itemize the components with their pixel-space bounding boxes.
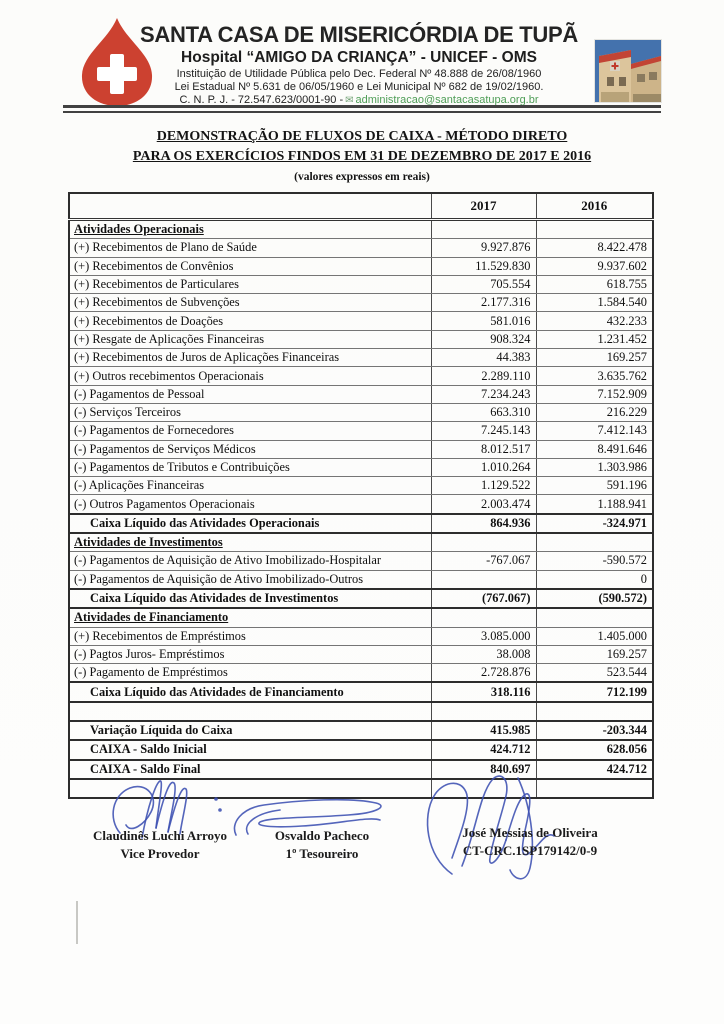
value-2017: 663.310 bbox=[431, 403, 536, 421]
value-2017: 864.936 bbox=[431, 514, 536, 533]
signer-name: Claudinês Luchi Arroyo bbox=[92, 828, 228, 843]
row-label: (-) Pagamentos de Tributos e Contribuições bbox=[69, 458, 431, 476]
value-2016: -203.344 bbox=[536, 721, 653, 740]
value-2016: 1.303.986 bbox=[536, 458, 653, 476]
value-2016 bbox=[536, 608, 653, 627]
value-2017: 7.245.143 bbox=[431, 422, 536, 440]
row-label: (-) Pagamentos de Aquisição de Ativo Imobilizado-Outros bbox=[69, 570, 431, 589]
table-row bbox=[69, 740, 653, 759]
value-2016: 628.056 bbox=[536, 740, 653, 759]
value-2017: 7.234.243 bbox=[431, 385, 536, 403]
value-2017: 11.529.830 bbox=[431, 257, 536, 275]
row-label: (-) Pagamentos de Aquisição de Ativo Imobilizado-Hospitalar bbox=[69, 552, 431, 570]
org-name: SANTA CASA DE MISERICÓRDIA DE TUPÃ bbox=[140, 22, 578, 47]
value-2016: 169.257 bbox=[536, 645, 653, 663]
value-2017 bbox=[431, 533, 536, 552]
value-2017: 8.012.517 bbox=[431, 440, 536, 458]
value-2016: 8.422.478 bbox=[536, 239, 653, 257]
row-label: Caixa Líquido das Atividades Operacionais bbox=[69, 514, 431, 533]
table-row bbox=[69, 682, 653, 701]
hospital-subtitle: Hospital “AMIGO DA CRIANÇA” - UNICEF - OMS bbox=[181, 49, 537, 66]
table-row bbox=[69, 514, 653, 533]
value-2016: 523.544 bbox=[536, 664, 653, 683]
document-title-block bbox=[0, 127, 724, 183]
letterhead bbox=[63, 12, 661, 104]
letterhead-text bbox=[121, 22, 597, 106]
row-label: Caixa Líquido das Atividades de Investimentos bbox=[69, 589, 431, 608]
table-row bbox=[69, 779, 653, 798]
table-row bbox=[69, 458, 653, 476]
table-row bbox=[69, 385, 653, 403]
signer-title: CT-CRC.1SP179142/0-9 bbox=[462, 842, 598, 858]
table-row bbox=[69, 239, 653, 257]
table-row bbox=[69, 570, 653, 589]
row-label: (-) Serviços Terceiros bbox=[69, 403, 431, 421]
email-icon: ✉ bbox=[345, 95, 354, 106]
value-2017: 3.085.000 bbox=[431, 627, 536, 645]
email-address[interactable]: administracao@santacasatupa.org.br bbox=[355, 94, 539, 106]
table-row bbox=[69, 330, 653, 348]
row-label: (+) Recebimentos de Juros de Aplicações Financeiras bbox=[69, 349, 431, 367]
value-2016: 8.491.646 bbox=[536, 440, 653, 458]
value-2016: 1.405.000 bbox=[536, 627, 653, 645]
row-label: (-) Outros Pagamentos Operacionais bbox=[69, 495, 431, 514]
hospital-building-photo bbox=[595, 40, 661, 102]
value-2016: 169.257 bbox=[536, 349, 653, 367]
value-2017: 2.177.316 bbox=[431, 294, 536, 312]
table-row bbox=[69, 312, 653, 330]
table-row bbox=[69, 702, 653, 721]
row-label: (+) Outros recebimentos Operacionais bbox=[69, 367, 431, 385]
signer-name: Osvaldo Pacheco bbox=[274, 828, 370, 843]
table-row bbox=[69, 422, 653, 440]
row-label: (-) Aplicações Financeiras bbox=[69, 477, 431, 495]
row-label: (+) Recebimentos de Particulares bbox=[69, 275, 431, 293]
table-row bbox=[69, 664, 653, 683]
value-2017: 44.383 bbox=[431, 349, 536, 367]
table-row bbox=[69, 495, 653, 514]
value-2016: 1.188.941 bbox=[536, 495, 653, 514]
table-row bbox=[69, 257, 653, 275]
value-2017: 1.129.522 bbox=[431, 477, 536, 495]
table-row bbox=[69, 608, 653, 627]
signer-name: José Messias de Oliveira bbox=[462, 825, 598, 840]
table-row bbox=[69, 275, 653, 293]
row-label bbox=[69, 702, 431, 721]
table-row bbox=[69, 294, 653, 312]
header-empty-cell bbox=[69, 193, 431, 220]
value-2016: 712.199 bbox=[536, 682, 653, 701]
document-title-line2: PARA OS EXERCÍCIOS FINDOS EM 31 DE DEZEMBRO DE 2017 E 2016 bbox=[132, 149, 592, 165]
value-2017: 2.289.110 bbox=[431, 367, 536, 385]
signature-block-2 bbox=[234, 827, 410, 862]
row-label: Variação Líquida do Caixa bbox=[69, 721, 431, 740]
value-2017: (767.067) bbox=[431, 589, 536, 608]
signature-block-1 bbox=[72, 827, 248, 862]
row-label: (-) Pagamento de Empréstimos bbox=[69, 664, 431, 683]
value-2017: 2.728.876 bbox=[431, 664, 536, 683]
value-2017: 2.003.474 bbox=[431, 495, 536, 514]
value-2017: 9.927.876 bbox=[431, 239, 536, 257]
table-row bbox=[69, 645, 653, 663]
value-2016: 7.152.909 bbox=[536, 385, 653, 403]
table-row bbox=[69, 349, 653, 367]
value-2016: 1.584.540 bbox=[536, 294, 653, 312]
value-2016 bbox=[536, 779, 653, 798]
value-2017: 1.010.264 bbox=[431, 458, 536, 476]
cnpj-text: C. N. P. J. - 72.547.623/0001-90 - bbox=[179, 94, 344, 106]
row-label: Atividades de Financiamento bbox=[69, 608, 431, 627]
row-label: CAIXA - Saldo Final bbox=[69, 760, 431, 779]
value-2017: 705.554 bbox=[431, 275, 536, 293]
value-2016: 3.635.762 bbox=[536, 367, 653, 385]
value-2016 bbox=[536, 220, 653, 239]
value-2016: 424.712 bbox=[536, 760, 653, 779]
value-2017: 415.985 bbox=[431, 721, 536, 740]
signer-title: Vice Provedor bbox=[120, 845, 200, 861]
column-header-2017: 2017 bbox=[431, 193, 536, 220]
value-2016: 7.412.143 bbox=[536, 422, 653, 440]
table-row bbox=[69, 403, 653, 421]
table-row bbox=[69, 552, 653, 570]
row-label: (-) Pagtos Juros- Empréstimos bbox=[69, 645, 431, 663]
value-2017: 318.116 bbox=[431, 682, 536, 701]
cashflow-table-body bbox=[69, 220, 653, 799]
row-label: Caixa Líquido das Atividades de Financiamento bbox=[69, 682, 431, 701]
header-divider bbox=[63, 105, 661, 113]
value-2017: 581.016 bbox=[431, 312, 536, 330]
row-label: (-) Pagamentos de Fornecedores bbox=[69, 422, 431, 440]
value-2016: 9.937.602 bbox=[536, 257, 653, 275]
table-row bbox=[69, 477, 653, 495]
value-2016: 591.196 bbox=[536, 477, 653, 495]
document-title-line1: DEMONSTRAÇÃO DE FLUXOS DE CAIXA - MÉTODO DIRETO bbox=[156, 129, 568, 144]
value-2017 bbox=[431, 608, 536, 627]
value-2016 bbox=[536, 702, 653, 721]
row-label: (+) Recebimentos de Subvenções bbox=[69, 294, 431, 312]
column-header-2016: 2016 bbox=[536, 193, 653, 220]
row-label: CAIXA - Saldo Inicial bbox=[69, 740, 431, 759]
value-2017: 38.008 bbox=[431, 645, 536, 663]
value-2017: 908.324 bbox=[431, 330, 536, 348]
value-2016: 432.233 bbox=[536, 312, 653, 330]
table-row bbox=[69, 627, 653, 645]
institution-line: Instituição de Utilidade Pública pelo Dec. Federal Nº 48.888 de 26/08/1960 bbox=[176, 68, 542, 80]
value-2016: 216.229 bbox=[536, 403, 653, 421]
value-2016 bbox=[536, 533, 653, 552]
row-label: (+) Resgate de Aplicações Financeiras bbox=[69, 330, 431, 348]
table-row bbox=[69, 589, 653, 608]
value-2016: 1.231.452 bbox=[536, 330, 653, 348]
row-label: Atividades Operacionais bbox=[69, 220, 431, 239]
value-2016: -590.572 bbox=[536, 552, 653, 570]
law-line: Lei Estadual Nº 5.631 de 06/05/1960 e Lei Municipal Nº 682 de 19/02/1960. bbox=[174, 81, 544, 93]
table-row bbox=[69, 760, 653, 779]
value-2016: 618.755 bbox=[536, 275, 653, 293]
signer-title: 1º Tesoureiro bbox=[285, 845, 359, 861]
table-header-row bbox=[69, 193, 653, 220]
row-label: Atividades de Investimentos bbox=[69, 533, 431, 552]
value-2017 bbox=[431, 220, 536, 239]
value-2017 bbox=[431, 702, 536, 721]
document-title-note: (valores expressos em reais) bbox=[294, 170, 430, 183]
table-row bbox=[69, 220, 653, 239]
row-label: (-) Pagamentos de Pessoal bbox=[69, 385, 431, 403]
table-row bbox=[69, 440, 653, 458]
signature-block-3 bbox=[426, 824, 634, 859]
value-2017: 424.712 bbox=[431, 740, 536, 759]
table-row bbox=[69, 533, 653, 552]
table-row bbox=[69, 367, 653, 385]
row-label: (+) Recebimentos de Empréstimos bbox=[69, 627, 431, 645]
value-2016: -324.971 bbox=[536, 514, 653, 533]
row-label bbox=[69, 779, 431, 798]
value-2016: (590.572) bbox=[536, 589, 653, 608]
value-2017: -767.067 bbox=[431, 552, 536, 570]
value-2017 bbox=[431, 570, 536, 589]
table-row bbox=[69, 721, 653, 740]
value-2017 bbox=[431, 779, 536, 798]
row-label: (-) Pagamentos de Serviços Médicos bbox=[69, 440, 431, 458]
value-2017: 840.697 bbox=[431, 760, 536, 779]
cashflow-table bbox=[68, 192, 654, 799]
row-label: (+) Recebimentos de Convênios bbox=[69, 257, 431, 275]
row-label: (+) Recebimentos de Doações bbox=[69, 312, 431, 330]
scan-artifact bbox=[76, 901, 78, 944]
row-label: (+) Recebimentos de Plano de Saúde bbox=[69, 239, 431, 257]
value-2016: 0 bbox=[536, 570, 653, 589]
